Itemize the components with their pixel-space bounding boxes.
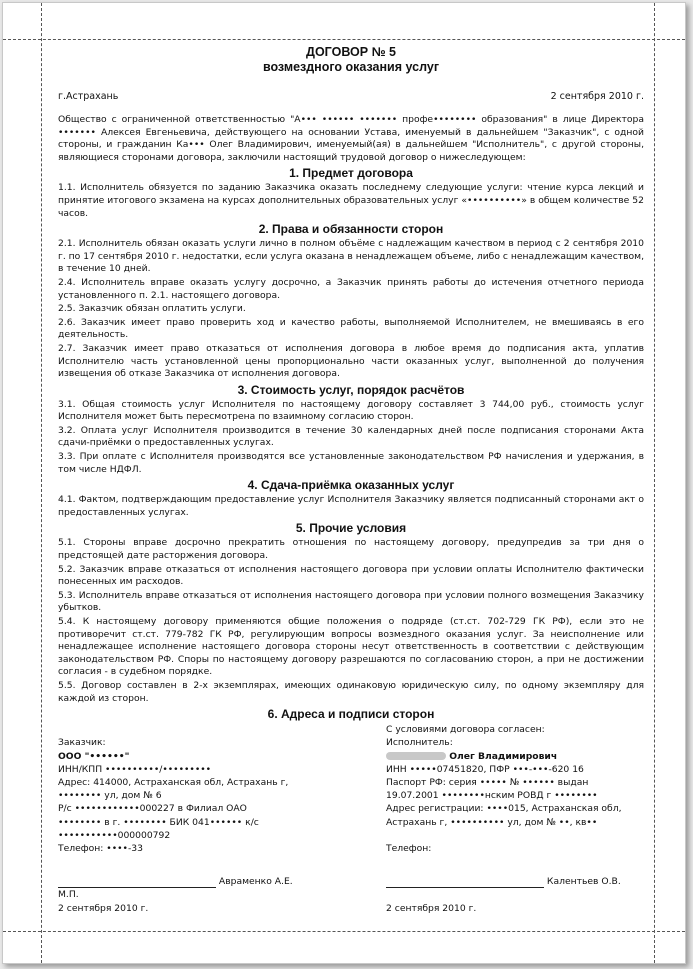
- margin-guide-left: [41, 3, 42, 963]
- margin-guide-bottom: [3, 931, 685, 932]
- customer-signature-line: [58, 877, 216, 888]
- document-subtitle: возмездного оказания услуг: [262, 60, 440, 74]
- preamble: Общество с ограниченной ответственностью "А••• •••••• ••••••• профе•••••••• образования" в лице Директора ••••••• Алексея Евгеньевича, действующего на основании Устава, именуемый в дальнейшем "Заказчик", с одной стороны, и гражданин Ка••• Олег Владимирович, именуемый(ая) в дальнейшем "Исполнитель", с другой стороны, являющиеся сторонами договора, заключили настоящий трудовой договор о нижеследующем:: [58, 114, 644, 163]
- contract-body: [58, 45, 644, 915]
- executor-inn: ИНН •••••07451820, ПФР •••-•••-620 16: [386, 763, 584, 775]
- clause: 5.4. К настоящему договору применяются общие положения о подряде (ст.ст. 702-729 ГК РФ), если это не противоречит ст.ст. 779-782 ГК РФ, регулирующим вопросы возмездного оказания услуг. За неисполнение или ненадлежащее исполнение настоящего договора стороны несут ответственность в соответствии с действующим законодательством РФ. Споры по настоящему договору разрешаются по согласованию сторон, а при не достижении согласия - в судебном порядке.: [58, 616, 644, 678]
- customer-sign-date: 2 сентября 2010 г.: [58, 902, 149, 914]
- executor-agreement: С условиями договора согласен:: [386, 724, 545, 736]
- executor-label: Исполнитель:: [386, 737, 453, 749]
- executor-reg-line2: Астрахань г, •••••••••• ул, дом № ••, кв••: [386, 816, 598, 828]
- executor-signer: Калентьев О.В.: [546, 876, 621, 888]
- customer-address-line1: Адрес: 414000, Астраханская обл, Астрахань г,: [58, 776, 289, 788]
- executor-reg-line1: Адрес регистрации: ••••015, Астраханская обл,: [386, 803, 622, 815]
- executor-name: Олег Владимирович: [449, 750, 558, 762]
- stamp-placeholder: М.П.: [58, 889, 79, 901]
- clause: 2.1. Исполнитель обязан оказать услуги лично в полном объёме с надлежащим качеством в период с 2 сентября 2010 г. по 17 сентября 2010 г. недостатки, если услуга оказана в ненадлежащем объеме, либо с ненадлежащим качеством, в течение 10 дней.: [58, 238, 644, 275]
- document-page: [2, 2, 686, 964]
- executor-sign-date: 2 сентября 2010 г.: [386, 902, 477, 914]
- customer-bank-line3: •••••••••••000000792: [58, 829, 171, 841]
- clause: 3.2. Оплата услуг Исполнителя производится в течение 30 календарных дней после подписания сторонами Акта сдачи-приёмки о предоставленных услугах.: [58, 424, 644, 449]
- document-title: ДОГОВОР № 5: [306, 45, 396, 59]
- executor-name-line: [386, 750, 644, 763]
- customer-label: Заказчик:: [58, 737, 106, 749]
- margin-guide-right: [654, 3, 655, 963]
- clause: 5.5. Договор составлен в 2-х экземплярах, имеющих одинаковую юридическую силу, по одному экземпляру для каждой из сторон.: [58, 679, 644, 704]
- section-heading: 2. Права и обязанности сторон: [258, 222, 444, 237]
- customer-address-line2: •••••••• ул, дом № 6: [58, 790, 162, 802]
- customer-signer: Авраменко А.Е.: [218, 876, 293, 888]
- clause: 2.4. Исполнитель вправе оказать услугу досрочно, а Заказчик принять работы до истечения отчетного периода установленного п. 2.1. настоящего договора.: [58, 276, 644, 301]
- margin-guide-top: [3, 39, 685, 40]
- executor-details: [386, 723, 644, 855]
- customer-org: ООО "••••••": [58, 750, 130, 762]
- section-heading: 6. Адреса и подписи сторон: [267, 707, 435, 722]
- section-heading: 1. Предмет договора: [289, 166, 413, 181]
- clause: 1.1. Исполнитель обязуется по заданию Заказчика оказать последнему следующие услуги: чтение курса лекций и принятие итогового экзамена на курсах дополнительных образовательных услуг «••••••••••» в общем количестве 52 часов.: [58, 182, 644, 219]
- customer-details: [58, 723, 320, 855]
- customer-bank-line2: •••••••• в г. •••••••• БИК 041•••••• к/с: [58, 816, 259, 828]
- contract-date: 2 сентября 2010 г.: [550, 91, 644, 102]
- place-date-row: [58, 90, 644, 103]
- executor-phone: Телефон:: [386, 842, 432, 854]
- clause: 2.5. Заказчик обязан оплатить услуги.: [58, 303, 246, 315]
- clause: 3.3. При оплате с Исполнителя производятся все установленные законодательством РФ начисления и удержания, в том числе НДФЛ.: [58, 451, 644, 475]
- signatures-block: [58, 723, 644, 915]
- clause: 4.1. Фактом, подтверждающим предоставление услуг Исполнителя Заказчику является подписанный сторонами акт о предоставленных услугах.: [58, 494, 644, 518]
- redacted-surname: [386, 752, 446, 760]
- clause: 3.1. Общая стоимость услуг Исполнителя по настоящему договору составляет 3 744,00 руб., стоимость услуг Исполнителя может быть пересмотрена по взаимному согласию сторон.: [58, 398, 644, 423]
- clause: 5.3. Исполнитель вправе отказаться от исполнения настоящего договора при условии полного возмещения Заказчику убытков.: [58, 589, 644, 614]
- clause: 5.2. Заказчик вправе отказаться от исполнения настоящего договора при условии оплаты Исполнителю фактически понесенных им расходов.: [58, 563, 644, 588]
- clause: 2.6. Заказчик имеет право проверить ход и качество работы, выполняемой Исполнителем, не вмешиваясь в его деятельность.: [58, 316, 644, 341]
- city: г.Астрахань: [58, 91, 119, 102]
- executor-signature: [386, 875, 644, 888]
- customer-inn: ИНН/КПП ••••••••••/•••••••••: [58, 763, 212, 775]
- section-heading: 3. Стоимость услуг, порядок расчётов: [237, 382, 465, 397]
- customer-signature: [58, 875, 320, 888]
- clause: 2.7. Заказчик имеет право отказаться от исполнения договора в любое время до подписания акта, уплатив Исполнителю часть установленной цены пропорционально части оказанных услуг, выполненной до получения извещения об отказе Заказчика от исполнения договора.: [58, 342, 644, 380]
- section-heading: 5. Прочие условия: [295, 521, 407, 536]
- executor-passport: Паспорт РФ: серия ••••• № •••••• выдан: [386, 776, 589, 788]
- customer-bank-line1: Р/с ••••••••••••000227 в Филиал ОАО: [58, 803, 247, 815]
- signature-lines: [58, 875, 644, 888]
- executor-passport-issued: 19.07.2001 ••••••••нским РОВД г ••••••••: [386, 790, 598, 802]
- section-heading: 4. Сдача-приёмка оказанных услуг: [247, 478, 455, 493]
- customer-phone: Телефон: ••••-33: [58, 842, 143, 854]
- clause: 5.1. Стороны вправе досрочно прекратить отношения по настоящему договору, предупредив за три дня о предстоящей дате расторжения договора.: [58, 537, 644, 562]
- executor-signature-line: [386, 877, 544, 888]
